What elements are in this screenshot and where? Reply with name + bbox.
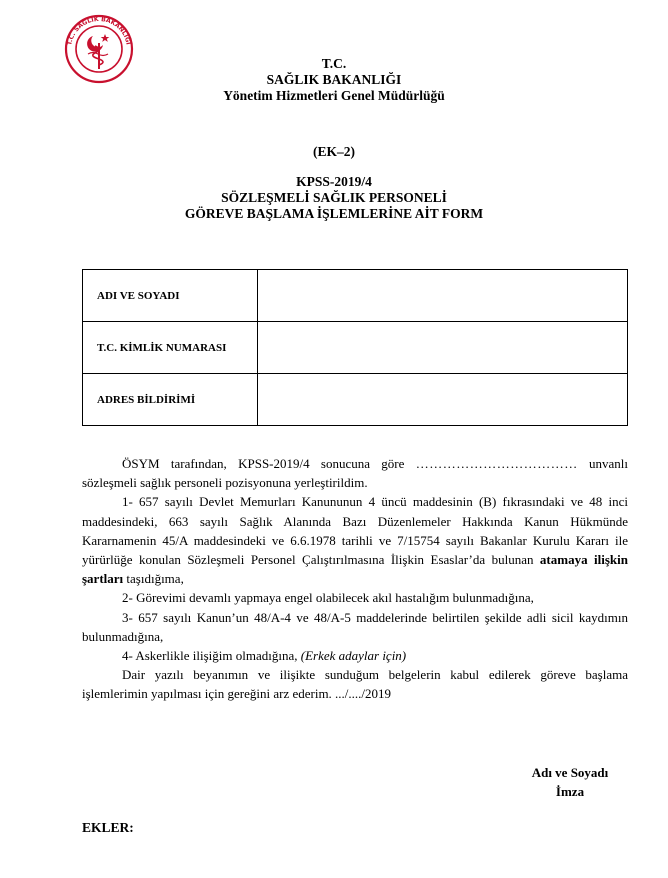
paragraph-closing: Dair yazılı beyanımın ve ilişikte sunduğum belgelerin kabul edilerek göreve başlama işlemlerimin yapılması için gereğini arz ederim. .../..../2019 [82,667,628,702]
tc-id-label: T.C. KİMLİK NUMARASI [83,322,258,374]
paragraph-placement [82,454,628,492]
signature-block [500,763,640,801]
header-line-directorate: Yönetim Hizmetleri Genel Müdürlüğü [223,88,445,103]
svg-text:T.C. SAĞLIK BAKANLIĞI: T.C. SAĞLIK BAKANLIĞI [66,15,132,46]
item-1-end: taşıdığıma, [126,571,184,587]
table-row [83,270,628,322]
name-field[interactable] [258,270,628,322]
paragraph-item-1 [82,492,628,588]
attachments-label: EKLER: [82,820,134,835]
title-blank: ……………………………… [415,456,578,471]
paragraph-item-4 [82,646,628,665]
name-label: ADI VE SOYADI [83,270,258,322]
personal-info-table [82,269,628,426]
header-line-ministry: SAĞLIK BAKANLIĞI [266,72,402,87]
table-row [83,374,628,426]
paragraph-item-3: 3- 657 sayılı Kanun’un 48/A-4 ve 48/A-5 maddelerinde belirtilen şekilde adli sicil kaydımın bulunmadığına, [82,609,628,644]
tc-id-field[interactable] [258,322,628,374]
item-4-note: (Erkek adaylar için) [300,648,407,664]
signature-sign-label: İmza [555,784,585,799]
annex-label: (EK–2) [313,144,355,159]
placement-text-cont: unvanlı sözleşmeli sağlık personeli pozisyonuna yerleştirildim. [82,456,628,491]
item-1-text: 1- 657 sayılı Devlet Memurları Kanununun 4 üncü maddesinin (B) fıkrasındaki ve 48 inci maddesindeki, 663 sayılı Sağlık Alanında Bazı Düzenlemeler Hakkında Kanun Hükmünde Kararnamenin 45/A maddesindeki ve 6.6.1978 tarihli ve 7/15754 sayılı Bakanlar Kurulu Kararı ile yürürlüğe konulan Sözleşmeli Personel Çalıştırılmasına İlişkin Esaslar’da bulunan [82,494,628,568]
item-1-bold: atamaya ilişkin şartları [82,552,628,587]
address-field[interactable] [258,374,628,426]
paragraph-item-2: 2- Görevimi devamlı yapmaya engel olabilecek akıl hastalığım bulunmadığına, [122,590,534,606]
placement-text: ÖSYM tarafından, KPSS-2019/4 sonucuna göre [122,456,405,471]
form-title [0,174,668,222]
item-4-text: 4- Askerlikle ilişiğim olmadığına, [122,648,298,664]
ministry-header [0,56,668,104]
declaration-text [82,454,628,704]
address-label: ADRES BİLDİRİMİ [83,374,258,426]
signature-name-label: Adı ve Soyadı [531,765,609,780]
header-line-tc: T.C. [321,56,347,71]
title-line-personnel: SÖZLEŞMELİ SAĞLIK PERSONELİ [221,190,447,205]
table-row [83,322,628,374]
title-line-form: GÖREVE BAŞLAMA İŞLEMLERİNE AİT FORM [184,206,484,221]
title-line-kpss: KPSS-2019/4 [296,174,372,189]
